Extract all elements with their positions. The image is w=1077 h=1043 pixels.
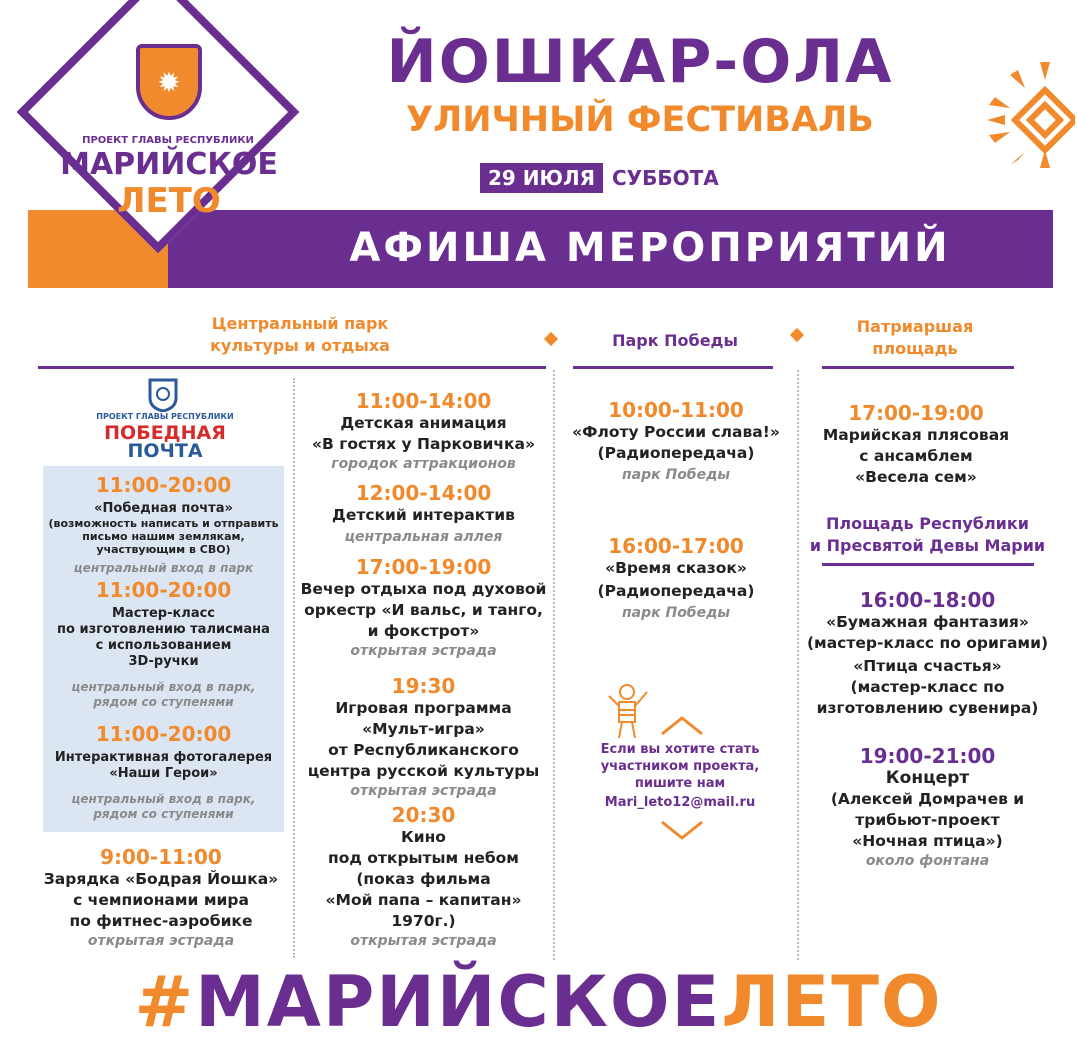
- event-time: 10:00-11:00: [608, 398, 744, 422]
- event-block: [43, 473, 284, 576]
- event-title: Концерт: [885, 768, 970, 788]
- column-separator: [797, 370, 799, 960]
- event-time: 19:30: [391, 674, 456, 698]
- event-block: [556, 398, 796, 485]
- event-time: 11:00-14:00: [355, 389, 492, 413]
- logo-title-2: ЛЕТО: [117, 181, 221, 221]
- column-separator: [293, 378, 295, 958]
- event-block: [800, 588, 1055, 654]
- event-block: [30, 845, 292, 951]
- event-location: центральная аллея: [344, 529, 503, 545]
- event-description: (Радиопередача): [597, 444, 755, 462]
- event-block: [296, 674, 551, 801]
- event-block: [43, 722, 284, 822]
- date-badge: 29 ИЮЛЯ: [480, 163, 603, 193]
- event-description: (Радиопередача): [597, 582, 755, 600]
- logo-subtitle: ПРОЕКТ ГЛАВЫ РЕСПУБЛИКИ: [82, 135, 254, 146]
- sun-shield-icon: ✹: [136, 44, 202, 120]
- divider-line: [38, 366, 546, 369]
- event-title: Игровая программа «Мульт-игра» от Республиканского центра русской культуры: [307, 699, 540, 780]
- event-location: центральный вход в парк, рядом со ступенями: [71, 680, 256, 709]
- event-time: 11:00-20:00: [95, 578, 232, 602]
- divider-line: [573, 366, 773, 369]
- event-location: открытая эстрада: [350, 933, 497, 949]
- event-block: [800, 656, 1055, 719]
- event-time: 19:00-21:00: [859, 744, 996, 768]
- event-time: 17:00-19:00: [355, 555, 492, 579]
- diamond-icon: [544, 332, 558, 346]
- banner-title: АФИША МЕРОПРИЯТИЙ: [349, 225, 951, 271]
- event-time: 11:00-20:00: [95, 473, 232, 497]
- column-header-victory-park: Парк Победы: [612, 331, 738, 350]
- event-time: 16:00-18:00: [859, 588, 996, 612]
- event-block: [800, 744, 1055, 871]
- event-block: [43, 578, 284, 710]
- event-title: Зарядка «Бодрая Йошка» с чемпионами мира по фитнес-аэробике: [43, 870, 279, 930]
- event-title: Детский интерактив: [332, 506, 515, 524]
- event-location: городок аттракционов: [331, 456, 516, 472]
- event-location: открытая эстрада: [350, 783, 497, 799]
- event-location: парк Победы: [621, 605, 731, 621]
- event-block: [556, 534, 796, 623]
- event-title: Детская анимация «В гостях у Парковичка»: [312, 414, 535, 453]
- column-header-central-park: Центральный парк культуры и отдыха: [210, 314, 390, 355]
- contact-email-link[interactable]: Mari_leto12@mail.ru: [604, 795, 756, 810]
- column-separator: [553, 370, 555, 960]
- pochta-subtitle: ПРОЕКТ ГЛАВЫ РЕСПУБЛИКИ: [96, 412, 234, 421]
- pochta-title-1: ПОБЕДНАЯ: [104, 422, 226, 444]
- event-title: Вечер отдыха под духовой оркестр «И вальс, и танго, и фокстрот»: [300, 580, 547, 640]
- event-time: 12:00-14:00: [355, 481, 492, 505]
- event-title: Кино под открытым небом (показ фильма «Мой папа – капитан» 1970г.): [325, 828, 522, 930]
- city-title: ЙОШКАР-ОЛА: [386, 27, 894, 97]
- event-block: [296, 803, 551, 951]
- event-block: [296, 555, 551, 661]
- event-time: 16:00-17:00: [608, 534, 744, 558]
- event-time: 9:00-11:00: [100, 845, 222, 869]
- event-block: [800, 401, 1032, 488]
- footer-hashtag: [0, 962, 1077, 1042]
- event-location: открытая эстрада: [87, 933, 235, 949]
- event-title: «Птица счастья» (мастер-класс по изготовлению сувенира): [816, 657, 1039, 717]
- column-header-patriarch-square: Патриаршая площадь: [856, 317, 974, 358]
- event-block: [296, 481, 551, 547]
- event-title: Марийская плясовая с ансамблем «Весела сем»: [822, 426, 1010, 486]
- event-time: 20:30: [391, 803, 456, 827]
- festival-subtitle: УЛИЧНЫЙ ФЕСТИВАЛЬ: [406, 100, 874, 140]
- hashtag-part-2: ЛЕТО: [721, 961, 943, 1043]
- event-location: центральный вход в парк: [73, 561, 254, 575]
- event-title: Мастер-класс по изготовлению талисмана с использованием 3D-ручки: [57, 606, 270, 669]
- event-title: «Время сказок»: [605, 559, 747, 577]
- event-title: Интерактивная фотогалерея «Наши Герои»: [54, 750, 273, 781]
- divider-line: [822, 563, 1034, 566]
- event-time: 17:00-19:00: [848, 401, 984, 425]
- event-title: «Победная почта»: [94, 501, 233, 516]
- event-location: открытая эстрада: [350, 643, 497, 659]
- event-location: центральный вход в парк, рядом со ступенями: [71, 792, 256, 821]
- logo-title-1: МАРИЙСКОЕ: [60, 147, 278, 182]
- shield-emblem-icon: [148, 378, 178, 412]
- weekday-label: СУББОТА: [612, 166, 719, 190]
- divider-line: [822, 366, 1014, 369]
- column-header-republic-square: Площадь Республики и Пресвятой Девы Марии: [809, 514, 1046, 555]
- event-block: [296, 389, 551, 474]
- pochta-title-2: ПОЧТА: [127, 440, 203, 462]
- diamond-icon: [790, 328, 804, 342]
- event-description: (Алексей Домрачев и трибьют-проект «Ночная птица»): [830, 790, 1025, 850]
- hashtag-symbol: #: [134, 961, 196, 1043]
- event-location: парк Победы: [621, 467, 731, 483]
- chevron-up-icon: [660, 716, 704, 736]
- folk-figure-icon: [605, 682, 655, 740]
- contact-text: Если вы хотите стать участником проекта, пишите нам: [600, 742, 760, 791]
- hashtag-part-1: МАРИЙСКОЕ: [195, 961, 722, 1043]
- event-time: 11:00-20:00: [95, 722, 232, 746]
- event-title: «Бумажная фантазия» (мастер-класс по оригами): [806, 613, 1049, 652]
- event-title: «Флоту России слава!»: [572, 423, 780, 441]
- chevron-down-icon: [660, 820, 704, 840]
- event-location: около фонтана: [865, 853, 990, 869]
- sun-ornament-icon: [985, 60, 1075, 170]
- event-description: (возможность написать и отправить письмо нашим землякам, участвующим в СВО): [48, 517, 279, 556]
